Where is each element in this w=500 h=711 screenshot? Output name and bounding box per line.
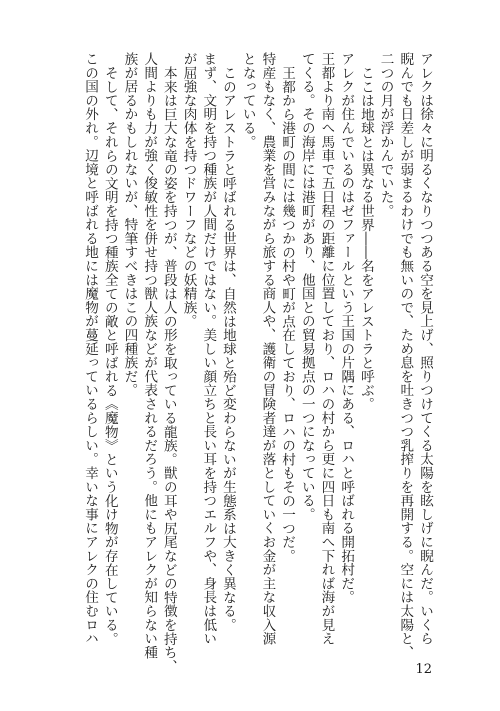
text-line: そして、それらの文明を持つ種族全ての敵と呼ばれる《魔物》という化け物が存在している。 <box>101 65 118 646</box>
text-line: となっている。 <box>239 52 256 149</box>
text-line: アレクは徐々に明るくなりつつある空を見上げ、照りつけてくる太陽を眩しげに睨んだ。いくら <box>417 52 433 646</box>
text-line: 睨んでも日差しが弱まるわけでも無いので、ため息を吐きつつ乳搾りを再開する。空には太陽と、 <box>397 52 414 660</box>
text-line: 族が居るかもしれないが、特筆すべきはこの四種族だ。 <box>121 52 138 397</box>
text-line: が屈強な肉体を持つドワーフなどの妖精族。 <box>180 52 197 328</box>
text-line: ここは地球とは異なる世界――名をアレストラと呼ぶ。 <box>357 65 374 411</box>
text-line: この国の外れ。辺境と呼ばれる地には魔物が蔓延っているらしい。幸いな事にアレクの住むロハ <box>82 52 99 646</box>
text-line: このアレストラと呼ばれる世界は、自然は地球と殆ど変わらないが生態系は大きく異なる。 <box>219 65 236 632</box>
text-line: てくる。その海岸には港町があり、他国との貿易拠点の一つになっている。 <box>298 52 315 522</box>
text-line: 人間よりも力が強く俊敏性を併せ持つ獣人族などが代表されるだろう。他にもアレクが知らない種 <box>141 52 158 660</box>
text-line: 王都から港町の間には幾つかの村や町が点在しており、ロハの村もその一つだ。 <box>279 65 296 563</box>
text-line: 本来は巨大な竜の姿を持つが、普段は人の形を取っている龍族。獣の耳や尻尾などの特徴を持ち、 <box>160 65 177 673</box>
text-line: まず、文明を持つ種族が人間だけではない。美しい顔立ちと長い耳を持つエルフや、身長は低い <box>200 52 217 646</box>
text-line: 二つの月が浮かんでいた。 <box>377 52 394 218</box>
text-line: アレクが住んでいるのはゼファールという王国の片隅にある、ロハと呼ばれる開拓村だ。 <box>338 52 355 604</box>
text-line: 王都より南へ馬車で五日程の距離に位置しており、ロハの村から更に四日も南へ下れば海が見え <box>318 52 335 646</box>
text-line: 特産もなく、農業を営みながら旅する商人や、護衛の冒険者達が落としていくお金が主な収入源 <box>259 52 276 646</box>
page-number: 12 <box>415 662 432 677</box>
